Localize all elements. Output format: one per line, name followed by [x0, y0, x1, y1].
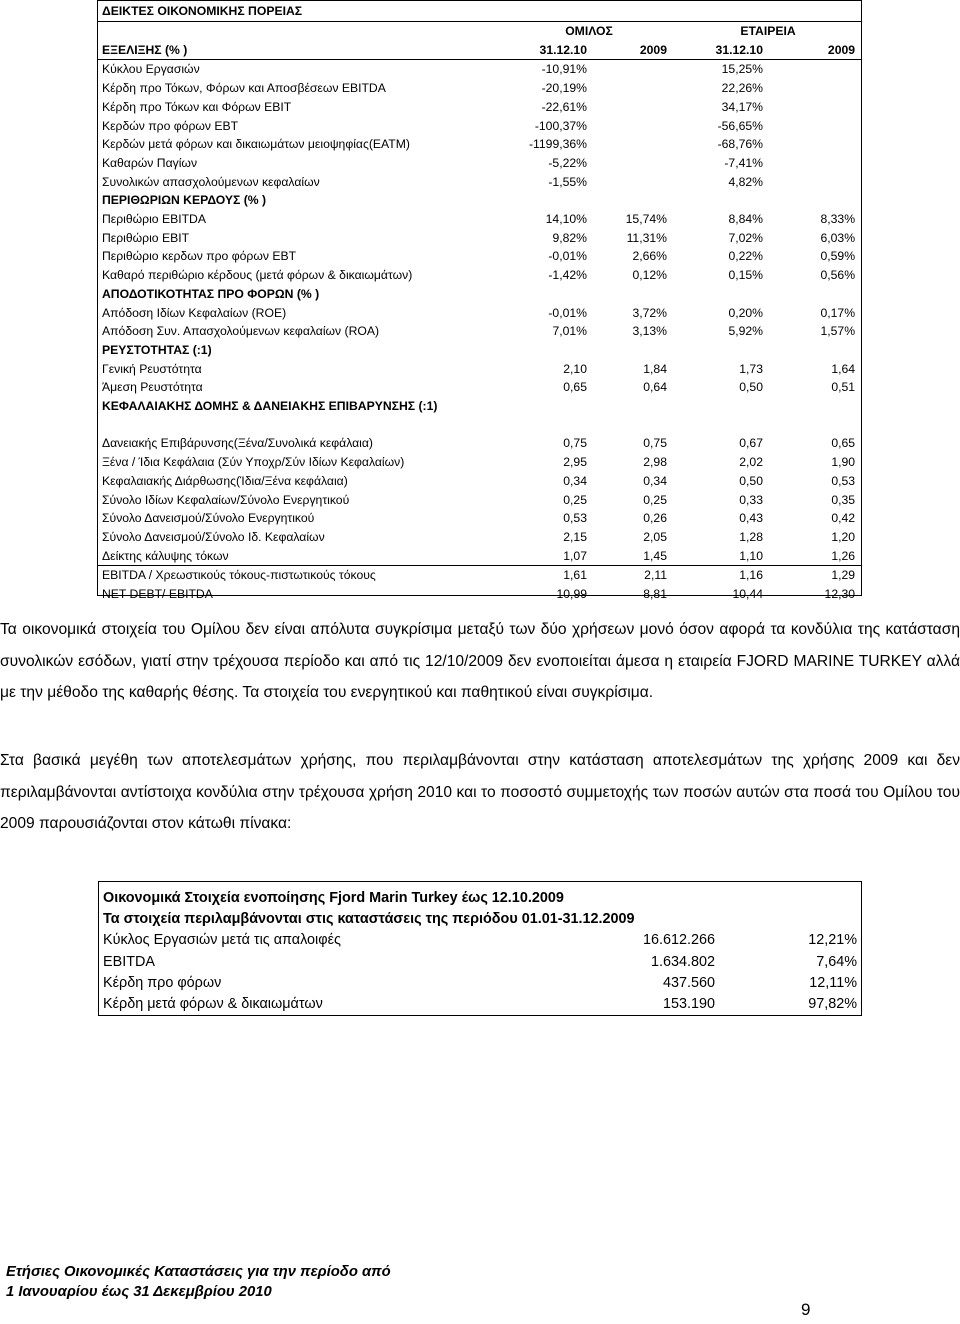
row-label: NET DEBT/ EBITDA: [102, 587, 213, 602]
group-value: -20,19%: [541, 81, 587, 96]
value-cell: 2,98: [643, 455, 667, 470]
value-cell: 0,51: [831, 380, 856, 395]
fjord-percent: 7,64%: [816, 953, 858, 970]
value-cell: 0,43: [739, 511, 763, 526]
fjord-label: Κέρδη μετά φόρων & δικαιωμάτων: [103, 996, 323, 1013]
value-cell: 0,12%: [632, 268, 667, 283]
value-cell: 1,84: [643, 361, 667, 376]
group-value: -5,22%: [548, 155, 587, 170]
value-cell: 0,65: [831, 436, 856, 451]
margins-row: [98, 266, 861, 285]
margins-row: [98, 247, 861, 266]
fjord-row: [103, 930, 859, 951]
group-value: -1199,36%: [528, 137, 587, 152]
group-value: -100,37%: [534, 118, 587, 133]
row-label: Άμεση Ρευστότητα: [102, 380, 203, 395]
row-label: Περιθώριο EBITDA: [102, 212, 206, 227]
col-header: 2009: [597, 41, 675, 60]
value-cell: 1,28: [739, 529, 763, 544]
section-title-row: [98, 341, 861, 360]
company-value: -7,41%: [724, 155, 763, 170]
value-cell: 2,02: [739, 455, 763, 470]
fjord-row: [103, 973, 859, 994]
value-cell: 0,50: [739, 473, 763, 488]
row-label: Σύνολο Ιδίων Κεφαλαίων/Σύνολο Ενεργητικού: [102, 492, 350, 507]
row-label: Δείκτης κάλυψης τόκων: [102, 548, 229, 563]
value-cell: 0,75: [563, 436, 587, 451]
fjord-value: 16.612.266: [642, 932, 715, 949]
growth-row: [98, 117, 861, 136]
col-header: 31.12.10: [503, 41, 597, 60]
value-cell: 0,65: [563, 380, 587, 395]
value-cell: 0,25: [563, 492, 587, 507]
section-title-row: [98, 285, 861, 304]
value-cell: 1,90: [831, 455, 856, 470]
row-label: Κερδών μετά φόρων και δικαιωμάτων μειοψηφίας(ΕΑΤΜ): [102, 137, 410, 152]
value-cell: 2,15: [563, 529, 587, 544]
value-cell: 0,56%: [820, 268, 856, 283]
table-title: ΔΕΙΚΤΕΣ ΟΙΚΟΝΟΜΙΚΗΣ ΠΟΡΕΙΑΣ: [98, 1, 861, 22]
box-heading-1: Οικονομικά Στοιχεία ενοποίησης Fjord Marin Turkey έως 12.10.2009: [103, 890, 564, 906]
row-label: Καθαρών Παγίων: [102, 155, 198, 170]
value-cell: 0,59%: [820, 249, 856, 264]
value-cell: 0,75: [643, 436, 667, 451]
row-label: Κύκλου Εργασιών: [102, 62, 200, 77]
growth-section-title: ΕΞΕΛΙΞΗΣ (% ): [98, 41, 503, 60]
company-value: -56,65%: [717, 118, 763, 133]
paragraph-results: Στα βασικά μεγέθη των αποτελεσμάτων χρήσης, που περιλαμβάνονται στην κατάσταση αποτελεσμάτων της χρήσης 2009 και δεν περιλαμβάνονται αντίστοιχα κονδύλια στην τρέχουσα χρήση 2010 και το ποσοστό συμμετοχής των ποσών αυτών στα ποσά του Ομίλου του 2009 παρουσιάζονται στον κάτωθι πίνακα:: [0, 752, 960, 832]
row-label: Περιθώριο EBIT: [102, 230, 190, 245]
value-cell: 0,34: [563, 473, 587, 488]
paragraph-comparability: Τα οικονομικά στοιχεία του Ομίλου δεν είναι απόλυτα συγκρίσιμα μεταξύ των δύο χρήσεων μονό όσον αφορά τα κονδύλια της κατάσταση συνολικών εσόδων, γιατί στην τρέχουσα περίοδο και από τις 12/10/2009 δεν ενοποιείται άμεσα η εταιρεία FJORD MARINE TURKEY αλλά με την μέθοδο της καθαρής θέσης. Τα στοιχεία του ενεργητικού και παθητικού είναι συγκρίσιμα.: [0, 621, 960, 701]
value-cell: 2,95: [563, 455, 587, 470]
value-cell: 0,35: [831, 492, 856, 507]
financial-ratios-table: [97, 0, 862, 602]
section-title-row: [98, 191, 861, 210]
capital-section-title: ΚΕΦΑΛΑΙΑΚΗΣ ΔΟΜΗΣ & ΔΑΝΕΙΑΚΗΣ ΕΠΙΒΑΡΥΝΣΗΣ (:1): [102, 399, 438, 414]
entity-header-row: [98, 22, 861, 41]
fjord-value: 437.560: [662, 974, 715, 991]
capital-row: [98, 509, 861, 528]
blank-row: [98, 416, 861, 435]
value-cell: 12,30: [824, 587, 856, 602]
growth-row: [98, 98, 861, 117]
fjord-row: [103, 994, 859, 1015]
returns-section-title: ΑΠΟΔΟΤΙΚΟΤΗΤΑΣ ΠΡΟ ΦΟΡΩΝ (% ): [102, 286, 320, 301]
value-cell: 0,42: [831, 511, 856, 526]
value-cell: 1,57%: [820, 324, 856, 339]
value-cell: 1,73: [739, 361, 763, 376]
value-cell: 2,05: [643, 529, 667, 544]
value-cell: 0,53: [563, 511, 587, 526]
box-heading-2: Τα στοιχεία περιλαμβάνονται στις καταστάσεις της περιόδου 01.01-31.12.2009: [103, 911, 635, 928]
row-label: Δανειακής Επιβάρυνσης(Ξένα/Συνολικά κεφάλαια): [102, 436, 373, 451]
margins-row: [98, 229, 861, 248]
value-cell: 0,34: [643, 473, 667, 488]
group-value: -22,61%: [541, 99, 587, 114]
value-cell: 0,20%: [728, 305, 763, 320]
value-cell: 1,07: [563, 548, 587, 563]
value-cell: 1,29: [771, 566, 861, 585]
value-cell: 0,33: [739, 492, 763, 507]
fjord-percent: 12,21%: [808, 932, 858, 949]
footer-line-1: Ετήσιες Οικονομικές Καταστάσεις για την περίοδο από: [6, 1264, 391, 1280]
financial-ratios-body: [98, 1, 861, 604]
row-label: Ξένα / Ίδια Κεφάλαια (Σύν Υποχρ/Σύν Ιδίων Κεφαλαίων): [102, 455, 405, 470]
col-header: 2009: [771, 41, 861, 60]
value-cell: 11,31%: [626, 230, 667, 245]
group-value: -10,91%: [541, 62, 587, 77]
value-cell: 9,82%: [552, 230, 587, 245]
value-cell: 1,20: [831, 529, 856, 544]
fjord-label: Κύκλος Εργασιών μετά τις απαλοιφές: [103, 932, 341, 949]
row-label: Κερδών προ φόρων ΕΒΤ: [102, 118, 239, 133]
row-label: Απόδοση Ιδίων Κεφαλαίων (ROE): [102, 305, 287, 320]
value-cell: 14,10%: [545, 212, 587, 227]
value-cell: 10,44: [732, 587, 763, 602]
value-cell: 0,25: [643, 492, 667, 507]
value-cell: 1,45: [643, 548, 667, 563]
value-cell: 7,02%: [728, 230, 763, 245]
capital-row: [98, 491, 861, 510]
value-cell: 1,64: [831, 361, 856, 376]
row-label: Σύνολο Δανεισμού/Σύνολο Ιδ. Κεφαλαίων: [102, 529, 325, 544]
capital-row: [98, 547, 861, 566]
value-cell: 8,81: [643, 587, 667, 602]
growth-row: [98, 173, 861, 192]
value-cell: 3,13%: [632, 324, 667, 339]
value-cell: 1,16: [675, 566, 771, 585]
capital-row: [98, 472, 861, 491]
row-label: Απόδοση Συν. Απασχολούμενων κεφαλαίων (ROA): [102, 324, 380, 339]
value-cell: 1,61: [503, 566, 597, 585]
company-value: 15,25%: [721, 62, 763, 77]
box-heading-row: [103, 909, 859, 930]
row-label: Κέρδη προ Τόκων, Φόρων και Αποσβέσεων EBITDA: [102, 81, 386, 96]
growth-row: [98, 135, 861, 154]
value-cell: 0,50: [739, 380, 763, 395]
fjord-value: 153.190: [662, 996, 715, 1013]
page-number: 9: [801, 1300, 811, 1319]
value-cell: 3,72%: [632, 305, 667, 320]
footer-line-2: 1 Ιανουαρίου έως 31 Δεκεμβρίου 2010: [6, 1284, 272, 1300]
row-label: Συνολικών απασχολούμενων κεφαλαίων: [102, 174, 320, 189]
liquidity-row: [98, 360, 861, 379]
value-cell: 0,53: [831, 473, 856, 488]
value-cell: 0,22%: [728, 249, 763, 264]
fjord-summary-body: [103, 888, 859, 1015]
company-label: ΕΤΑΙΡΕΙΑ: [740, 24, 796, 38]
value-cell: 0,15%: [728, 268, 763, 283]
growth-row: [98, 154, 861, 173]
capital-row: [98, 585, 861, 604]
growth-row: [98, 60, 861, 79]
margins-section-title: ΠΕΡΙΘΩΡΙΩΝ ΚΕΡΔΟΥΣ (% ): [102, 193, 267, 208]
value-cell: 2,66%: [632, 249, 667, 264]
growth-row: [98, 79, 861, 98]
row-label: Περιθώριο κερδων προ φόρων ΕΒΤ: [102, 249, 297, 264]
row-label: Κέρδη προ Τόκων και Φόρων EBIT: [102, 99, 292, 114]
col-header: 31.12.10: [675, 41, 771, 60]
fjord-label: Κέρδη προ φόρων: [103, 974, 222, 991]
value-cell: 0,17%: [820, 305, 856, 320]
value-cell: 8,33%: [820, 212, 856, 227]
value-cell: 0,67: [739, 436, 763, 451]
company-value: 34,17%: [721, 99, 763, 114]
row-label: Σύνολο Δανεισμού/Σύνολο Ενεργητικού: [102, 511, 315, 526]
row-label: Καθαρό περιθώριο κέρδους (μετά φόρων & δικαιωμάτων): [102, 268, 413, 283]
fjord-value: 1.634.802: [650, 953, 715, 970]
fjord-percent: 12,11%: [809, 974, 858, 991]
capital-row: [98, 434, 861, 453]
value-cell: 6,03%: [820, 230, 856, 245]
fjord-label: EBITDA: [103, 953, 155, 970]
row-label: EBITDA / Χρεωστικούς τόκους-πιστωτικούς τόκους: [98, 566, 503, 585]
row-label: Γενική Ρευστότητα: [102, 361, 202, 376]
value-cell: 2,10: [563, 361, 587, 376]
capital-row: [98, 528, 861, 547]
company-value: -68,76%: [717, 137, 763, 152]
returns-row: [98, 304, 861, 323]
box-heading-row: [103, 888, 859, 909]
returns-row: [98, 322, 861, 341]
value-cell: 1,26: [831, 548, 856, 563]
value-cell: 5,92%: [728, 324, 763, 339]
fjord-row: [103, 952, 859, 973]
value-cell: 2,11: [597, 566, 675, 585]
liquidity-section-title: ΡΕΥΣΤΟΤΗΤΑΣ (:1): [102, 342, 212, 357]
growth-header-row: [98, 41, 861, 60]
value-cell: 8,84%: [728, 212, 763, 227]
value-cell: 0,26: [643, 511, 667, 526]
fjord-summary-box: [98, 881, 862, 1016]
group-value: -1,55%: [548, 174, 587, 189]
company-value: 4,82%: [728, 174, 763, 189]
value-cell: -0,01%: [548, 305, 587, 320]
value-cell: 7,01%: [552, 324, 587, 339]
margins-row: [98, 210, 861, 229]
capital-row: [98, 566, 861, 585]
value-cell: -1,42%: [548, 268, 587, 283]
value-cell: 0,64: [643, 380, 667, 395]
section-title-row: [98, 397, 861, 416]
row-label: Κεφαλαιακής Διάρθωσης(Ίδια/Ξένα κεφάλαια): [102, 473, 348, 488]
value-cell: -0,01%: [548, 249, 587, 264]
table-title-row: [98, 1, 861, 22]
value-cell: 10,99: [556, 587, 587, 602]
liquidity-row: [98, 378, 861, 397]
capital-row: [98, 453, 861, 472]
value-cell: 1,10: [739, 548, 763, 563]
company-value: 22,26%: [721, 81, 763, 96]
group-label: ΟΜΙΛΟΣ: [565, 24, 613, 38]
fjord-percent: 97,82%: [808, 996, 858, 1013]
value-cell: 15,74%: [625, 212, 667, 227]
page-footer: [6, 1262, 391, 1302]
